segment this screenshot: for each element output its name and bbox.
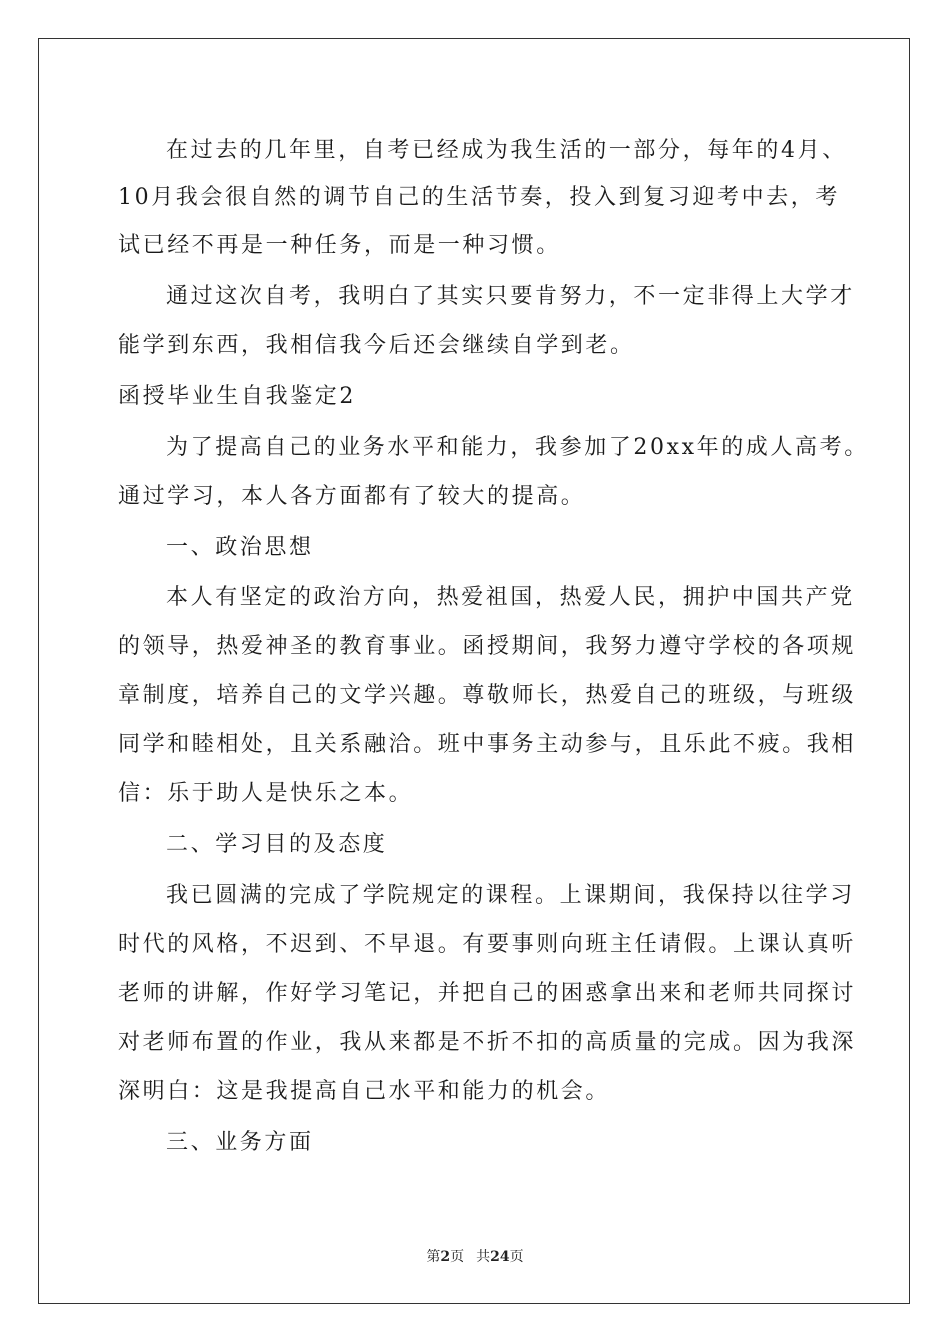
subsection-heading: 三、业务方面 (166, 1130, 314, 1155)
paragraph-line: 深明白：这是我提高自己水平和能力的机会。 (118, 1079, 611, 1104)
total-prefix: 共 (476, 1249, 491, 1265)
paragraph-line: 老师的讲解，作好学习笔记，并把自己的困惑拿出来和老师共同探讨 (118, 981, 857, 1006)
paragraph-line: 在过去的几年里，自考已经成为我生活的一部分，每年的4月、 (166, 138, 847, 163)
paragraph-line: 10月我会很自然的调节自己的生活节奏，投入到复习迎考中去，考 (118, 185, 840, 210)
page-border (38, 38, 910, 1304)
total-suffix: 页 (509, 1249, 524, 1265)
paragraph-line: 通过这次自考，我明白了其实只要肯努力，不一定非得上大学才 (166, 284, 855, 309)
paragraph-line: 我已圆满的完成了学院规定的课程。上课期间，我保持以往学习 (166, 883, 855, 908)
page-footer (0, 1246, 950, 1266)
paragraph-line: 本人有坚定的政治方向，热爱祖国，热爱人民，拥护中国共产党 (166, 585, 855, 610)
paragraph-line: 试已经不再是一种任务，而是一种习惯。 (118, 233, 561, 258)
page-suffix: 页 (450, 1249, 465, 1265)
section-heading: 函授毕业生自我鉴定2 (118, 384, 356, 409)
paragraph-line: 为了提高自己的业务水平和能力，我参加了20xx年的成人高考。 (166, 435, 869, 460)
page-prefix: 第 (426, 1249, 441, 1265)
paragraph-line: 时代的风格，不迟到、不早退。有要事则向班主任请假。上课认真听 (118, 932, 857, 957)
paragraph-line: 通过学习，本人各方面都有了较大的提高。 (118, 484, 586, 509)
paragraph-line: 的领导，热爱神圣的教育事业。函授期间，我努力遵守学校的各项规 (118, 634, 857, 659)
page-current: 2 (440, 1249, 451, 1265)
subsection-heading: 一、政治思想 (166, 535, 314, 560)
subsection-heading: 二、学习目的及态度 (166, 832, 388, 857)
paragraph-line: 同学和睦相处，且关系融洽。班中事务主动参与，且乐此不疲。我相 (118, 732, 857, 757)
paragraph-line: 章制度，培养自己的文学兴趣。尊敬师长，热爱自己的班级，与班级 (118, 683, 857, 708)
page-total: 24 (490, 1249, 510, 1265)
paragraph-line: 能学到东西，我相信我今后还会继续自学到老。 (118, 333, 635, 358)
paragraph-line: 信：乐于助人是快乐之本。 (118, 781, 414, 806)
paragraph-line: 对老师布置的作业，我从来都是不折不扣的高质量的完成。因为我深 (118, 1030, 857, 1055)
